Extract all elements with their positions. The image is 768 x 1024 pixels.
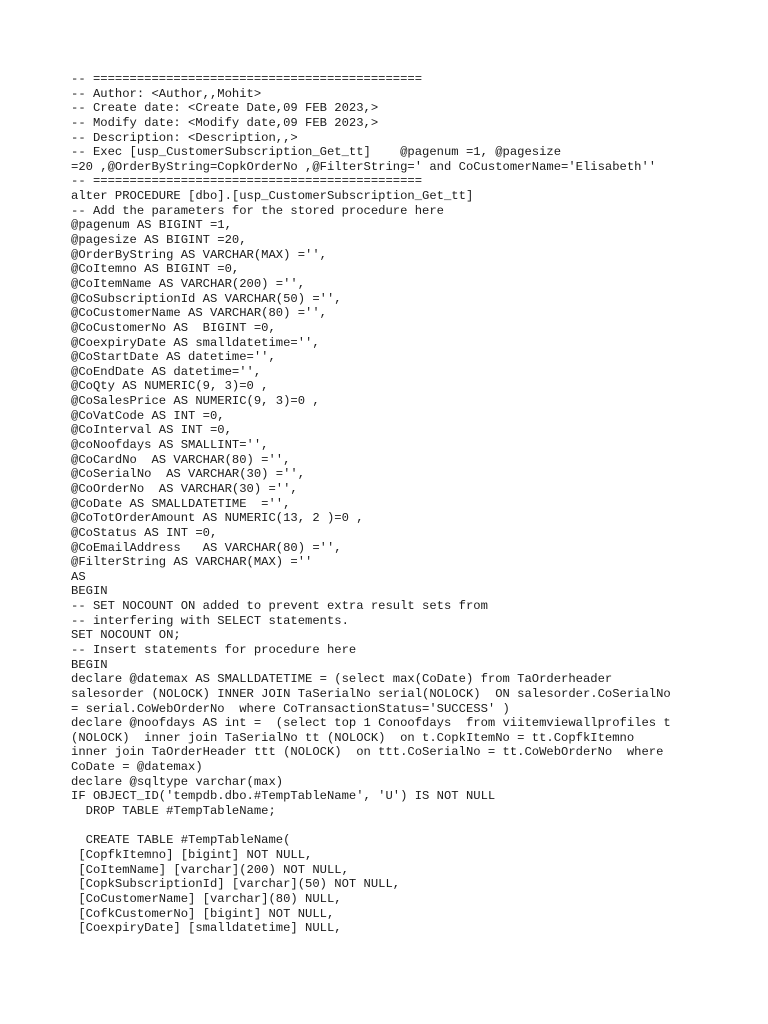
code-line: @pagesize AS BIGINT =20, [71,233,247,248]
code-line: @CoItemno AS BIGINT =0, [71,262,240,277]
code-line: declare @sqltype varchar(max) [71,774,284,789]
code-line: @CoCardNo AS VARCHAR(80) ='', [71,452,291,467]
code-line: alter PROCEDURE [dbo].[usp_CustomerSubscription_Get_tt] [71,189,474,204]
code-line: @CoSubscriptionId AS VARCHAR(50) ='', [71,291,342,306]
code-line: @CoStartDate AS datetime='', [71,350,276,365]
code-line: @CoItemName AS VARCHAR(200) ='', [71,276,306,291]
sql-document [71,72,761,936]
code-line: @CoexpiryDate AS smalldatetime='', [71,335,320,350]
code-line: -- Description: <Description,,> [71,130,298,145]
code-line: -- Insert statements for procedure here [71,642,357,657]
code-line: salesorder (NOLOCK) INNER JOIN TaSerialNo serial(NOLOCK) ON salesorder.CoSerialNo [71,686,671,701]
code-line: -- interfering with SELECT statements. [71,613,349,628]
code-line: @CoSerialNo AS VARCHAR(30) ='', [71,467,306,482]
code-line: BEGIN [71,657,108,672]
code-line: -- ============================================= [71,174,423,189]
code-line: -- Modify date: <Modify date,09 FEB 2023,> [71,115,379,130]
code-line: @CoQty AS NUMERIC(9, 3)=0 , [71,379,269,394]
code-line: CREATE TABLE #TempTableName( [71,833,291,848]
code-line: AS [71,569,86,584]
code-line: -- ============================================= [71,72,423,86]
code-line: @coNoofdays AS SMALLINT='', [71,438,269,453]
code-line: CoDate = @datemax) [71,760,203,775]
code-line: -- Author: <Author,,Mohit> [71,86,262,101]
code-line: -- SET NOCOUNT ON added to prevent extra result sets from [71,599,488,614]
code-line: [CopfkItemno] [bigint] NOT NULL, [71,847,313,862]
code-line: [CofkCustomerNo] [bigint] NOT NULL, [71,906,335,921]
code-line: -- Create date: <Create Date,09 FEB 2023,> [71,101,379,116]
code-line: @CoOrderNo AS VARCHAR(30) ='', [71,481,298,496]
code-line: @CoEmailAddress AS VARCHAR(80) ='', [71,540,342,555]
blank-line [71,819,761,834]
code-line: @CoVatCode AS INT =0, [71,408,225,423]
code-line: @CoInterval AS INT =0, [71,423,232,438]
code-line: @CoSalesPrice AS NUMERIC(9, 3)=0 , [71,394,320,409]
code-line: @CoTotOrderAmount AS NUMERIC(13, 2 )=0 , [71,511,364,526]
code-line: (NOLOCK) inner join TaSerialNo tt (NOLOCK) on t.CopkItemNo = tt.CopfkItemno [71,730,635,745]
code-line: =20 ,@OrderByString=CopkOrderNo ,@FilterString=' and CoCustomerName='Elisabeth'' [71,159,657,174]
code-line: @OrderByString AS VARCHAR(MAX) ='', [71,247,327,262]
code-line: -- Add the parameters for the stored procedure here [71,203,444,218]
code-line: SET NOCOUNT ON; [71,628,181,643]
code-line: @FilterString AS VARCHAR(MAX) ='' [71,555,313,570]
code-line: DROP TABLE #TempTableName; [71,804,276,819]
code-line: [CoItemName] [varchar](200) NOT NULL, [71,862,349,877]
code-line: declare @datemax AS SMALLDATETIME = (select max(CoDate) from TaOrderheader [71,672,613,687]
code-line: [CoexpiryDate] [smalldatetime] NULL, [71,921,342,936]
code-line: @pagenum AS BIGINT =1, [71,218,232,233]
code-line: -- Exec [usp_CustomerSubscription_Get_tt] @pagenum =1, @pagesize [71,145,562,160]
code-line: [CoCustomerName] [varchar](80) NULL, [71,891,342,906]
code-line: @CoDate AS SMALLDATETIME ='', [71,496,291,511]
code-line: inner join TaOrderHeader ttt (NOLOCK) on ttt.CoSerialNo = tt.CoWebOrderNo where [71,745,664,760]
code-line: IF OBJECT_ID('tempdb.dbo.#TempTableName', 'U') IS NOT NULL [71,789,496,804]
code-line: BEGIN [71,584,108,599]
code-line: @CoCustomerName AS VARCHAR(80) ='', [71,306,327,321]
code-line: declare @noofdays AS int = (select top 1 Conoofdays from viitemviewallprofiles t [71,716,671,731]
code-line: @CoStatus AS INT =0, [71,525,218,540]
code-line: [CopkSubscriptionId] [varchar](50) NOT NULL, [71,877,401,892]
code-line: @CoCustomerNo AS BIGINT =0, [71,320,276,335]
code-line: @CoEndDate AS datetime='', [71,364,262,379]
code-line: = serial.CoWebOrderNo where CoTransactionStatus='SUCCESS' ) [71,701,510,716]
